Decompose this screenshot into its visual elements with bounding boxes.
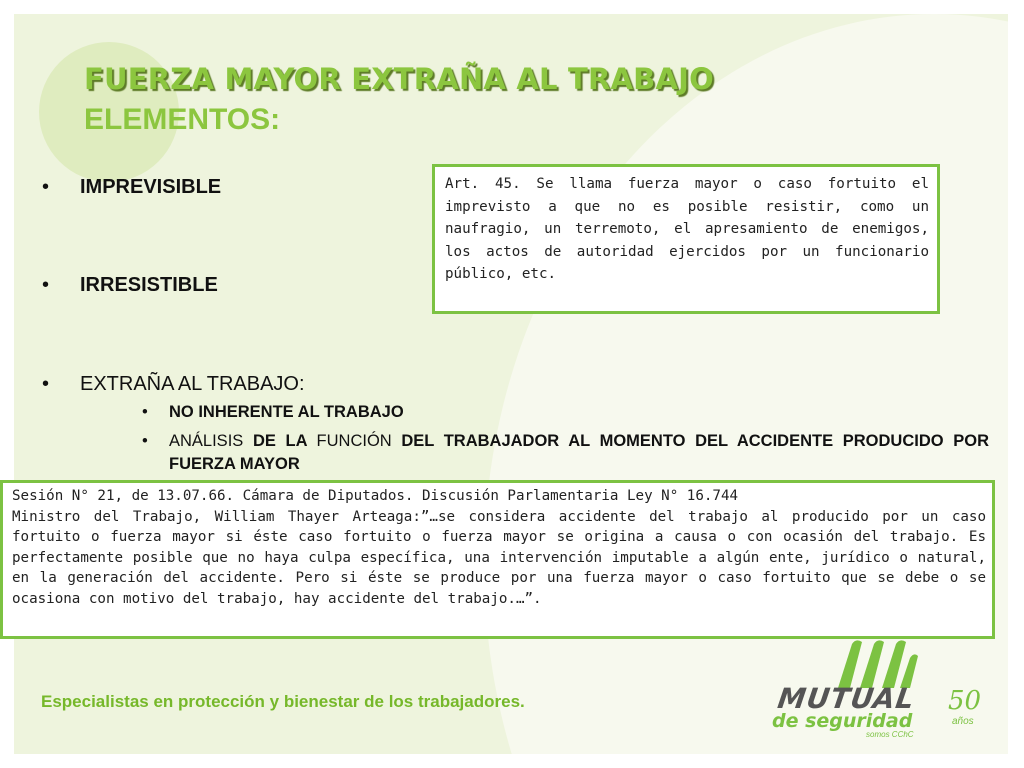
sub-bullet-label: NO INHERENTE AL TRABAJO xyxy=(169,403,404,421)
logo-mutual-text: MUTUAL xyxy=(775,682,918,715)
mutual-logo xyxy=(770,630,994,740)
sub-bullet-dot: • xyxy=(142,432,148,450)
bullet-dot: • xyxy=(42,176,50,198)
session-reference: Sesión N° 21, de 13.07.66. Cámara de Diputados. Discusión Parlamentaria Ley N° 16.744 xyxy=(12,488,739,504)
bullet-dot: • xyxy=(42,274,50,296)
sub-bullet-no-inherente xyxy=(142,401,404,424)
session-quote-text: Ministro del Trabajo, William Thayer Arteaga:”…se considera accidente del trabajo al producido por un caso fortuito o fuerza mayor si éste caso fortuito o fuerza mayor se origina a causa o con ocasión del trabajo. Es perfectamente posible que no haya culpa específica, una intervención imputable a algún ente, jurídico o natural, en la generación del accidente. Pero si éste se produce por una fuerza mayor o caso fortuito que se debe o se ocasiona con motivo del trabajo, hay accidente del trabajo.…”. xyxy=(12,508,986,607)
text-analisis: ANÁLISIS xyxy=(169,432,244,450)
logo-50-anos-badge xyxy=(946,686,984,738)
sub-bullet-analisis xyxy=(142,430,989,476)
logo-seguridad-text: de seguridad xyxy=(772,710,913,732)
bullet-extrana xyxy=(42,373,305,396)
text-funcion: FUNCIÓN xyxy=(316,432,392,450)
sub-bullet-analysis-text xyxy=(169,430,989,476)
logo-anos-label: años xyxy=(952,716,974,727)
slide-subtitle: ELEMENTOS: xyxy=(84,103,281,136)
session-quote-box xyxy=(0,480,995,639)
logo-50-number: 50 xyxy=(948,686,982,716)
bullet-label: IRRESISTIBLE xyxy=(80,274,218,296)
bullet-irresistible xyxy=(42,274,218,297)
bullet-label: IMPREVISIBLE xyxy=(80,176,222,198)
text-de-la: DE LA xyxy=(243,432,317,450)
article-45-box: Art. 45. Se llama fuerza mayor o caso fortuito el imprevisto a que no es posible resistir, como un naufragio, un terremoto, el apresamiento de enemigos, los actos de autoridad ejercidos por un funcionario público, etc. xyxy=(432,164,940,314)
sub-bullet-dot: • xyxy=(142,403,148,421)
text-del-trabajador: DEL TRABAJADOR AL MOMENTO DEL ACCIDENTE PRODUCIDO POR FUERZA MAYOR xyxy=(169,432,989,473)
logo-somos-text: somos CChC xyxy=(866,730,914,739)
bullet-label: EXTRAÑA AL TRABAJO: xyxy=(80,373,305,395)
bullet-dot: • xyxy=(42,373,50,395)
slide-title: FUERZA MAYOR EXTRAÑA AL TRABAJO xyxy=(84,62,714,96)
bullet-imprevisible xyxy=(42,176,221,199)
footer-tagline: Especialistas en protección y bienestar de los trabajadores. xyxy=(41,692,525,711)
